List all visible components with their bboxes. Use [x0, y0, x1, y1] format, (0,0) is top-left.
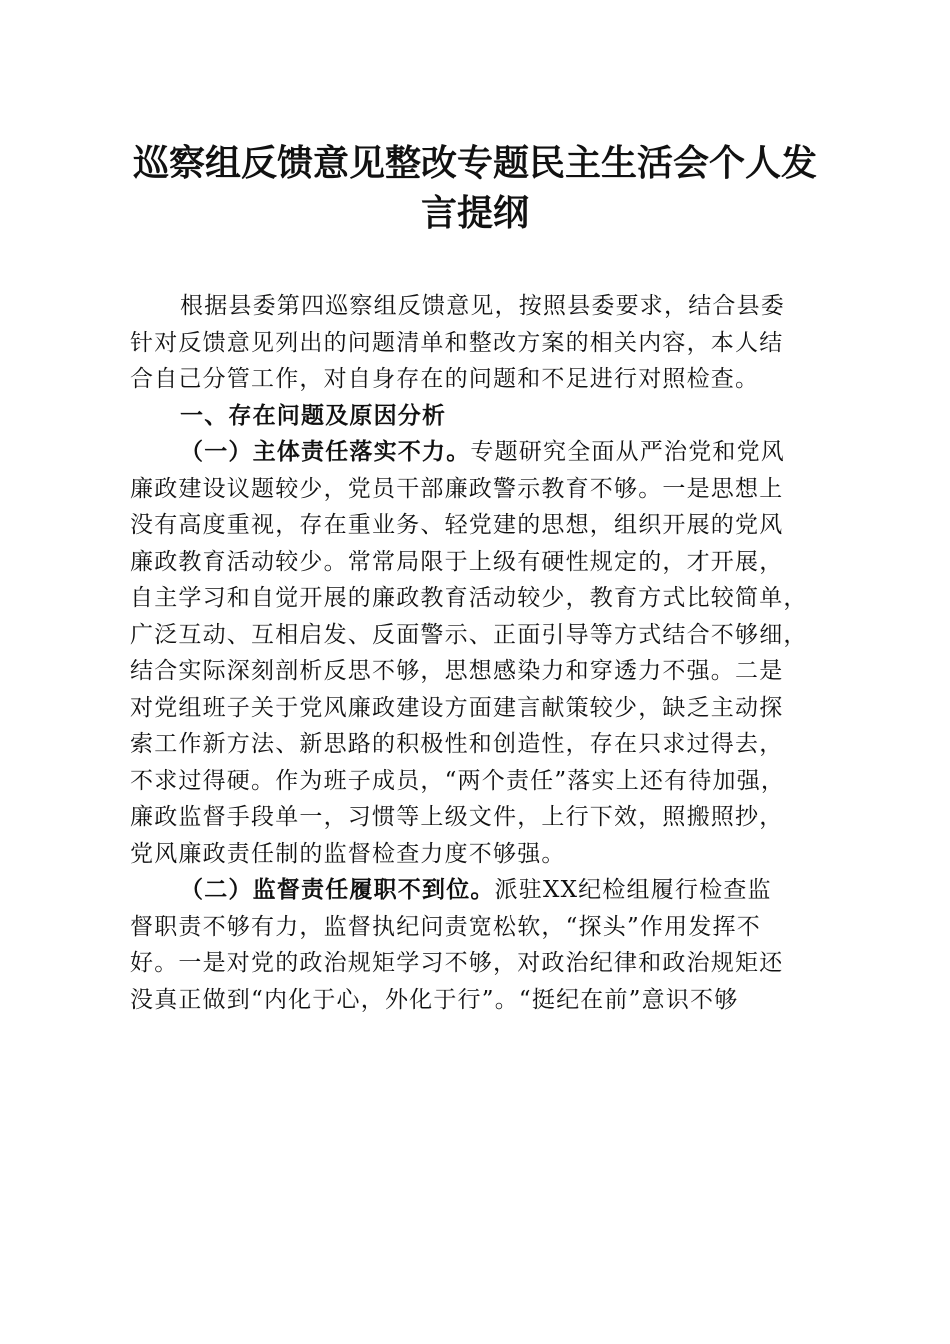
paragraph-line: 索工作新方法、新思路的积极性和创造性，存在只求过得去，	[130, 731, 784, 757]
paragraph-line: 廉政监督手段单一，习惯等上级文件，上行下效，照搬照抄，	[130, 804, 784, 830]
paragraph-line: 结合实际深刻剖析反思不够，思想感染力和穿透力不强。二是	[130, 658, 784, 684]
title-line-1: 巡察组反馈意见整改专题民主生活会个人发	[132, 142, 817, 184]
paragraph-line: 没真正做到“内化于心，外化于行”。“挺纪在前”意识不够	[130, 986, 739, 1013]
item1-label: （一）主体责任落实不力。	[180, 438, 471, 465]
paragraph-line: 廉政教育活动较少。常常局限于上级有硬性规定的，才开展，	[130, 548, 784, 575]
paragraph-line: 督职责不够有力，监督执纪问责宽松软，“探头”作用发挥不	[130, 913, 761, 940]
paragraph-line: 没有高度重视，存在重业务、轻党建的思想，组织开展的党风	[130, 512, 784, 538]
document-body	[130, 288, 826, 1018]
item2-first-line	[130, 872, 826, 909]
item2-first-text: 派驻XX纪检组履行检查监	[494, 877, 772, 903]
intro-line: 合自己分管工作，对自身存在的问题和不足进行对照检查。	[130, 366, 760, 392]
section-heading: 一、存在问题及原因分析	[180, 402, 447, 429]
item1-first-text: 专题研究全面从严治党和党风	[470, 439, 786, 465]
document-title	[100, 138, 850, 238]
intro-line: 根据县委第四巡察组反馈意见，按照县委要求，结合县委	[180, 293, 785, 319]
item2-label: （二）监督责任履职不到位。	[180, 876, 495, 903]
paragraph-line: 自主学习和自觉开展的廉政教育活动较少，教育方式比较简单，	[130, 585, 808, 611]
intro-line: 针对反馈意见列出的问题清单和整改方案的相关内容，本人结	[130, 329, 784, 356]
paragraph-line: 廉政建设议题较少，党员干部廉政警示教育不够。一是思想上	[130, 475, 784, 502]
paragraph-line: 好。一是对党的政治规矩学习不够，对政治纪律和政治规矩还	[130, 950, 784, 976]
item1-first-line	[130, 434, 826, 471]
paragraph-line: 不求过得硬。作为班子成员，“两个责任”落实上还有待加强，	[130, 767, 786, 794]
paragraph-line: 党风廉政责任制的监督检查力度不够强。	[130, 840, 566, 867]
paragraph-line: 广泛互动、互相启发、反面警示、正面引导等方式结合不够细，	[130, 621, 808, 648]
paragraph-line: 对党组班子关于党风廉政建设方面建言献策较少，缺乏主动探	[130, 694, 784, 721]
title-line-2: 言提纲	[420, 192, 529, 234]
